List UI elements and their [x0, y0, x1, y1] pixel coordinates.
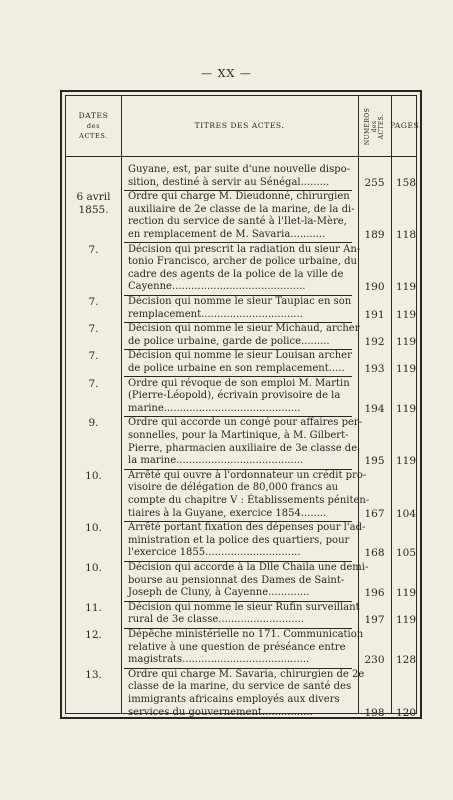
row-page: 119 — [395, 362, 417, 375]
row-title-line: Décision qui accorde à la Dlle Chaila une demi- — [128, 562, 369, 573]
row-date: 12. — [85, 629, 102, 641]
page-number: — XX — — [201, 67, 252, 80]
row-title — [128, 164, 351, 189]
row-title — [128, 417, 363, 467]
row-title-line: tonio Francisco, archer de police urbaine, du — [128, 256, 357, 268]
row-title — [128, 629, 364, 667]
row-title-line: Pierre, pharmacien auxiliaire de 3e classe de — [128, 442, 358, 454]
row-title-line: immigrants africains employés aux divers — [128, 693, 340, 705]
row-number: 167 — [364, 507, 385, 520]
row-number: 255 — [364, 176, 385, 189]
row-title-line: Ordre qui accorde un congé pour affaires per- — [128, 417, 363, 429]
header-numeros-line: ACTES. — [378, 113, 385, 139]
row-title-line: relative à une question de préséance entre — [128, 641, 346, 653]
row-title-line: Ordre qui révoque de son emploi M. Martin — [128, 377, 350, 389]
row-title-line: de police urbaine en son remplacement..... — [128, 362, 345, 374]
row-title — [128, 378, 348, 416]
row-title-line: la marine........................................ — [128, 455, 304, 467]
row-title-line: Décision qui nomme le sieur Louisan archer — [128, 350, 352, 362]
row-title-line: Arrêté qui ouvre à l'ordonnateur un crédit pro- — [128, 469, 367, 481]
table-inner-border — [65, 95, 423, 719]
row-title — [128, 522, 366, 560]
header-titles — [121, 96, 358, 156]
row-title-line: Joseph de Cluny, à Cayenne............. — [128, 587, 310, 599]
row-title-line: cadre des agents de la police de la ville de — [128, 268, 344, 280]
row-title-line: Ordre qui charge M. Dieudonné, chirurgien — [128, 191, 350, 203]
row-title-line: Décision qui nomme le sieur Michaud, archer — [128, 323, 360, 335]
row-title-line: sonnelles, pour la Martinique, à M. Gilbert- — [128, 429, 349, 441]
row-number: 197 — [364, 614, 385, 627]
row-date: 13. — [85, 668, 102, 681]
header-dates — [66, 96, 121, 156]
row-title-line: Guyane, est, par suite d'une nouvelle dispo- — [128, 164, 351, 175]
row-title-line: sition, destiné à servir au Sénégal......... — [128, 176, 330, 188]
row-date: 7. — [88, 296, 99, 308]
row-date: 10. — [85, 469, 102, 482]
row-page: 119 — [395, 614, 417, 627]
row-title — [128, 469, 370, 520]
row-title-line: (Pierre-Léopold), écrivain provisoire de la — [128, 390, 341, 402]
row-page: 119 — [395, 335, 417, 348]
row-title-line: services du gouvernement................ — [128, 706, 313, 718]
header-pages-label: PAGES. — [389, 121, 423, 130]
row-title — [128, 562, 369, 600]
row-page: 119 — [395, 308, 417, 321]
row-page: 118 — [395, 228, 417, 241]
row-date: 7. — [88, 243, 99, 256]
row-page: 104 — [395, 507, 417, 520]
row-number: 195 — [364, 455, 385, 468]
row-title-line: de police urbaine, garde de police......... — [128, 335, 330, 347]
row-title-line: Décision qui prescrit la radiation du sieur An- — [128, 243, 361, 255]
row-number: 191 — [364, 308, 385, 321]
row-title — [128, 668, 365, 719]
row-page: 120 — [395, 706, 417, 719]
row-title-line: ministration et la police des quartiers, pour — [128, 534, 350, 546]
row-date: 6 avril 1855. — [76, 191, 111, 217]
header-numeros-line: NUMÉROS — [364, 107, 371, 145]
header-divider — [66, 156, 416, 157]
row-title-line: Dépêche ministérielle no 171. Communication — [128, 629, 364, 640]
row-number: 194 — [364, 402, 385, 415]
row-date: 7. — [88, 350, 99, 363]
row-title-line: Décision qui nomme le sieur Rufin surveillant — [128, 601, 360, 613]
column-divider — [121, 96, 122, 713]
row-page: 119 — [395, 455, 417, 468]
row-page: 119 — [395, 402, 417, 415]
row-title-line: marine........................................... — [128, 402, 301, 414]
row-title — [128, 191, 355, 241]
row-page: 105 — [395, 547, 417, 560]
row-number: 168 — [364, 547, 385, 560]
row-title-line: visoire de délégation de 80,000 francs au — [128, 482, 339, 494]
row-title-line: Cayenne.......................................... — [128, 281, 306, 293]
row-title — [128, 243, 361, 294]
row-title-line: compte du chapitre V : Établissements péniten- — [128, 494, 370, 506]
row-page: 119 — [395, 587, 417, 600]
index-table — [60, 90, 422, 719]
header-dates-line: DATES — [78, 111, 109, 120]
row-title — [128, 323, 360, 348]
row-page: 158 — [395, 176, 417, 189]
row-number: 230 — [364, 654, 385, 667]
row-title — [128, 296, 352, 321]
row-title-line: classe de la marine, du service de santé des — [128, 681, 352, 693]
row-page: 119 — [395, 281, 417, 294]
header-dates-line: ACTES. — [79, 132, 108, 140]
row-date: 7. — [88, 323, 99, 336]
row-date: 10. — [85, 522, 102, 535]
row-number: 196 — [364, 587, 385, 600]
row-title — [128, 601, 360, 627]
header-numeros — [358, 96, 391, 156]
row-title-line: rural de 3e classe........................... — [128, 614, 305, 626]
row-date: 9. — [88, 417, 99, 430]
row-title-line: en remplacement de M. Savaria........... — [128, 228, 326, 240]
row-number: 189 — [364, 228, 385, 241]
row-number: 190 — [364, 281, 385, 294]
header-dates-line: des — [86, 122, 101, 130]
row-number: 198 — [364, 706, 385, 719]
row-date: 11. — [85, 601, 102, 614]
row-title-line: l'exercice 1855.............................. — [128, 547, 301, 559]
row-title-line: Ordre qui charge M. Savaria, chirurgien de 2e — [128, 668, 365, 680]
row-title-line: remplacement................................ — [128, 308, 303, 320]
row-number: 192 — [364, 335, 385, 348]
header-titles-label: TITRES DES ACTES. — [194, 121, 285, 130]
row-title-line: magistrats........................................ — [128, 654, 310, 666]
header-numeros-line: des — [371, 120, 378, 132]
row-title-line: tiaires à la Guyane, exercice 1854........ — [128, 507, 327, 519]
row-title-line: bourse au pensionnat des Dames de Saint- — [128, 574, 345, 586]
row-number: 193 — [364, 362, 385, 375]
row-title — [128, 350, 352, 375]
row-date: 7. — [88, 377, 99, 390]
row-title-line: Arrêté portant fixation des dépenses pour l'ad- — [128, 522, 366, 534]
row-date: 10. — [85, 562, 102, 574]
header-pages — [391, 96, 421, 156]
row-title-line: Décision qui nomme le sieur Taupiac en son — [128, 296, 352, 307]
row-title-line: auxiliaire de 2e classe de la marine, de la di- — [128, 203, 355, 215]
row-title-line: rection du service de santé à l'Ilet-la-Mère, — [128, 216, 347, 228]
row-page: 128 — [395, 654, 417, 667]
